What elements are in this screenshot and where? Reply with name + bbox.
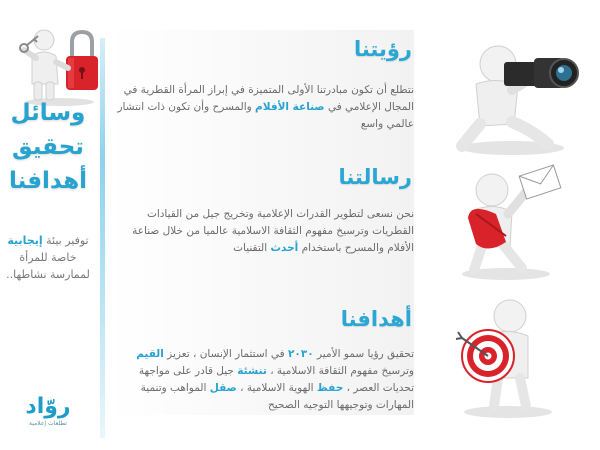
goals-highlight-2030: ٢٠٣٠ xyxy=(288,348,314,360)
target-figure-icon xyxy=(448,296,568,420)
goals-highlight-values: القيم xyxy=(136,348,164,360)
mission-highlight-latest: أحدث xyxy=(270,242,299,254)
section-goals xyxy=(108,306,418,414)
envelope-figure-icon xyxy=(448,162,568,282)
sidebar-title-line-3: أهدافنا xyxy=(8,168,88,194)
sidebar xyxy=(0,0,100,450)
goals-text-e: الهوية الاسلامية ، xyxy=(240,382,314,394)
section-title-mission: رسالتنا xyxy=(338,165,412,189)
camera-figure-icon xyxy=(440,28,580,158)
sidebar-description xyxy=(6,232,90,283)
goals-text-c: وترسيخ مفهوم الثقافة الاسلامية ، xyxy=(270,365,414,377)
section-title-vision: رؤيتنا xyxy=(353,37,412,61)
vision-highlight-films: صناعة الأفلام xyxy=(255,101,325,113)
goals-highlight-upbringing: تنشئة xyxy=(237,365,267,377)
mission-text-a: نحن نسعى لتطوير القدرات الإعلامية وتخريج جيل من القيادات القطريات وترسيخ مفهوم الثقافة الاسلامية عالميا من خلال صناعة الأفلام والمسرح باستخدام xyxy=(132,208,414,254)
vertical-divider xyxy=(100,38,105,438)
sidebar-desc-text-a: توفير بيئة xyxy=(46,234,89,247)
section-vision xyxy=(108,36,418,133)
section-body-goals xyxy=(108,346,418,414)
sidebar-desc-highlight: إيجابية xyxy=(7,234,43,247)
brand-logo-mark: روّاد xyxy=(25,394,71,419)
vision-text-b: والمسرح وأن تكون ذات انتشار عالمي واسع xyxy=(117,101,414,130)
brand-logo xyxy=(8,396,88,432)
goals-text-f: المواهب وتنمية المهارات وتوجيهها التوجيه الصحيح xyxy=(140,382,414,411)
sidebar-title-line-2: تحقيق xyxy=(12,134,84,160)
section-body-vision xyxy=(108,82,418,133)
mission-text-b: التقنيات xyxy=(233,242,268,254)
section-body-mission xyxy=(108,206,418,257)
goals-text-a: تحقيق رؤيا سمو الأمير xyxy=(317,348,414,360)
sidebar-title-line-1: وسائل xyxy=(10,100,86,126)
vision-text-a: نتطلع أن تكون مبادرتنا الأولى المتميزة في إبراز المرأة القطرية في المجال الإعلامي في xyxy=(123,84,414,113)
goals-text-d: جيل قادر على مواجهة تحديات العصر ، xyxy=(138,365,414,394)
goals-text-b: في استثمار الإنسان ، تعزيز xyxy=(167,348,285,360)
padlock-figure-icon xyxy=(16,22,104,106)
section-mission xyxy=(108,164,418,257)
sidebar-title xyxy=(4,96,92,198)
goals-highlight-refine: صقل xyxy=(209,382,237,394)
section-title-goals: أهدافنا xyxy=(340,307,412,331)
goals-highlight-preserve: حفظ xyxy=(316,382,344,394)
sidebar-desc-text-b: خاصة للمرأة لممارسة نشاطها.. xyxy=(6,251,90,281)
brand-tagline: تطلعات إعلامية xyxy=(29,420,67,427)
